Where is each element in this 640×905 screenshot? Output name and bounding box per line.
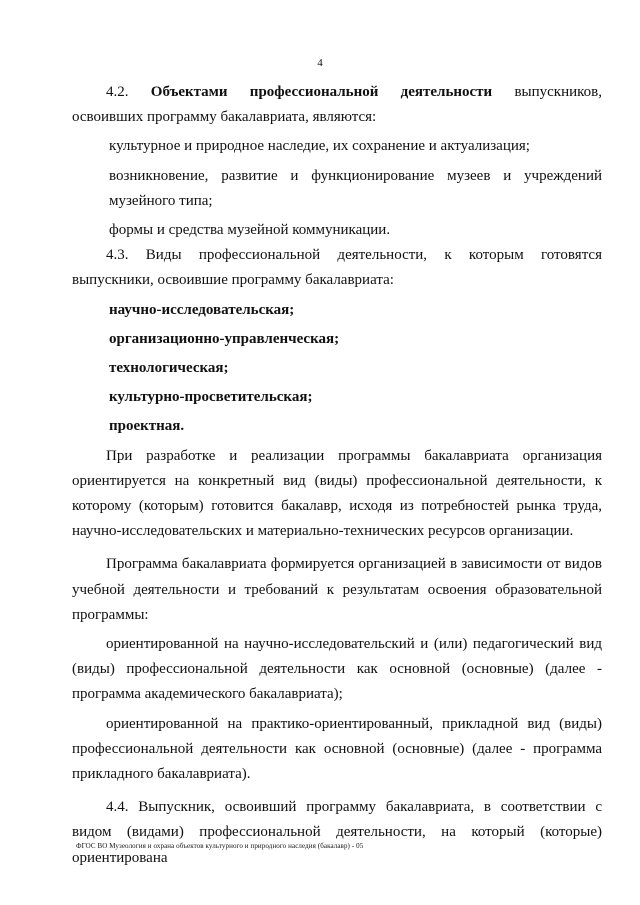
object-item-communication: формы и средства музейной коммуникации. [109,222,391,239]
object-item-museums: возникновение, развитие и функционирование музеев и учреждений музейного типа; [109,167,602,209]
activity-type-research: научно-исследовательская; [109,301,295,318]
activity-type-educational: культурно-просветительская; [109,389,313,406]
page-number: 4 [317,57,323,69]
paragraph-4-2-bold-term: Объектами профессиональной деятельности [150,84,493,100]
paragraph-4-3: 4.3. Виды профессиональной деятельности, к которым готовятся выпускники, освоившие программу бакалавриата: [72,247,602,289]
paragraph-program-formation: Программа бакалавриата формируется организацией в зависимости от видов учебной деятельности и требований к результатам освоения образовательной программы: [72,556,602,623]
paragraph-program-development: При разработке и реализации программы бакалавриата организация ориентируется на конкретный вид (виды) профессиональной деятельности, к которому (которым) готовится бакалавр, исходя из потребностей рынка труда, научно-исследовательских и материально-технических ресурсов организации. [72,447,602,540]
paragraph-academic-bachelor: ориентированной на научно-исследовательский и (или) педагогический вид (виды) профессиональной деятельности как основной (основные) (далее - программа академического бакалавриата); [72,636,602,703]
object-item-heritage: культурное и природное наследие, их сохранение и актуализация; [109,138,530,155]
activity-type-project: проектная. [109,418,185,435]
activity-type-management: организационно-управленческая; [109,330,340,347]
paragraph-4-2-prefix: 4.2. [106,84,151,100]
paragraph-4-2-rest: выпускников, освоивших программу бакалавриата, являются: [72,84,603,126]
paragraph-4-4: 4.4. Выпускник, освоивший программу бакалавриата, в соответствии с видом (видами) профессиональной деятельности, на который (которые) ориентирована [72,799,602,866]
document-body [72,80,602,871]
paragraph-applied-bachelor: ориентированной на практико-ориентированный, прикладной вид (виды) профессиональной деятельности как основной (основные) (далее - программа прикладного бакалавриата). [72,715,602,783]
activity-type-technological: технологическая; [109,360,229,377]
paragraph-4-2 [72,80,602,130]
document-footer: ФГОС ВО Музеология и охрана объектов культурного и природного наследия (бакалавр) - 05 [76,842,364,850]
